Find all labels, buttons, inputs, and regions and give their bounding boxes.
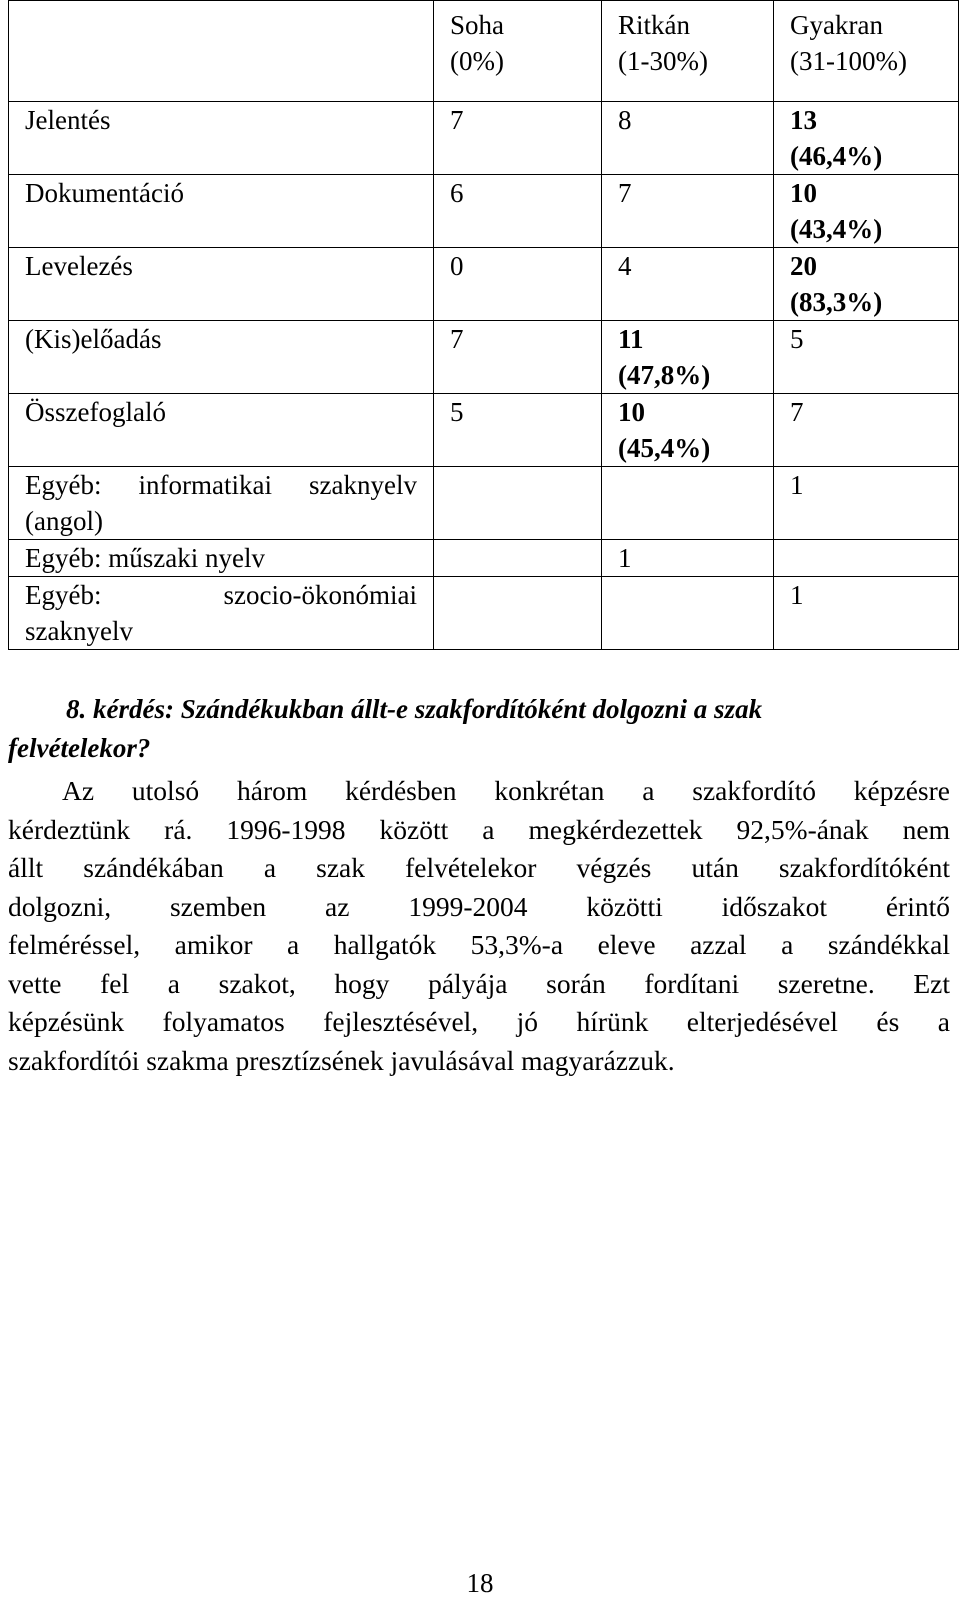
cell-ritkan: 4	[602, 248, 774, 321]
header-empty-cell	[9, 1, 434, 102]
cell-soha: 0	[434, 248, 602, 321]
cell-soha	[434, 540, 602, 577]
table-row	[9, 577, 959, 650]
header-gyakran	[774, 1, 959, 102]
table-row	[9, 540, 959, 577]
paragraph-line: vette fel a szakot, hogy pályája során fordítani szeretne. Ezt	[8, 967, 950, 999]
cell-ritkan-percent: (47,8%)	[618, 360, 711, 390]
question-line1: 8. kérdés: Szándékukban állt-e szakfordítóként dolgozni a szak	[66, 694, 763, 724]
table-row	[9, 467, 959, 540]
question-line2: felvételekor?	[8, 733, 151, 763]
frequency-table	[8, 0, 959, 650]
row-label-line1	[25, 577, 417, 613]
paragraph-line: állt szándékában a szak felvételekor végzés után szakfordítóként	[8, 852, 950, 883]
header-gyakran-range: (31-100%)	[790, 46, 907, 76]
body-paragraph	[8, 772, 950, 1080]
cell-ritkan	[602, 467, 774, 540]
header-gyakran-label: Gyakran	[790, 10, 883, 40]
cell-gyakran	[774, 248, 959, 321]
header-ritkan	[602, 1, 774, 102]
row-label: Levelezés	[9, 248, 434, 321]
paragraph-line: képzésünk folyamatos fejlesztésével, jó hírünk elterjedésével és a	[8, 1006, 950, 1037]
cell-soha: 7	[434, 321, 602, 394]
cell-ritkan: 8	[602, 102, 774, 175]
table-row	[9, 102, 959, 175]
cell-soha: 5	[434, 394, 602, 467]
header-soha-range: (0%)	[450, 46, 504, 76]
cell-gyakran-percent: (46,4%)	[790, 141, 883, 171]
paragraph-line: kérdeztünk rá. 1996-1998 között a megkérdezettek 92,5%-ának nem	[8, 813, 950, 845]
question-heading	[8, 690, 950, 768]
cell-gyakran: 1	[774, 467, 959, 540]
cell-gyakran: 7	[774, 394, 959, 467]
row-label: Egyéb: műszaki nyelv	[9, 540, 434, 577]
row-label: Dokumentáció	[9, 175, 434, 248]
table-row	[9, 394, 959, 467]
cell-ritkan	[602, 321, 774, 394]
cell-soha: 7	[434, 102, 602, 175]
table-header-row	[9, 1, 959, 102]
row-label-line2: (angol)	[25, 506, 103, 536]
header-soha	[434, 1, 602, 102]
cell-gyakran-value: 13	[790, 105, 817, 135]
cell-gyakran: 1	[774, 577, 959, 650]
page-number: 18	[466, 1568, 494, 1598]
cell-ritkan: 7	[602, 175, 774, 248]
table-row	[9, 321, 959, 394]
cell-ritkan	[602, 394, 774, 467]
row-label-part: szaknyelv	[309, 470, 417, 500]
cell-ritkan	[602, 577, 774, 650]
cell-gyakran	[774, 540, 959, 577]
cell-gyakran-value: 10	[790, 178, 817, 208]
cell-gyakran-percent: (83,3%)	[790, 287, 883, 317]
header-soha-label: Soha	[450, 10, 504, 40]
row-label-part: informatikai	[138, 470, 272, 500]
cell-gyakran	[774, 102, 959, 175]
row-label-part: szocio-ökonómiai	[223, 580, 417, 610]
paragraph-line: Az utolsó három kérdésben konkrétan a szakfordító képzésre	[62, 775, 950, 806]
cell-ritkan-percent: (45,4%)	[618, 433, 711, 463]
cell-soha	[434, 577, 602, 650]
cell-gyakran-value: 20	[790, 251, 817, 281]
table-row	[9, 248, 959, 321]
header-ritkan-range: (1-30%)	[618, 46, 708, 76]
cell-ritkan-value: 10	[618, 397, 645, 427]
paragraph-line: dolgozni, szemben az 1999-2004 közötti időszakot érintő	[8, 890, 950, 922]
row-label: (Kis)előadás	[9, 321, 434, 394]
row-label: Összefoglaló	[9, 394, 434, 467]
row-label	[9, 467, 434, 540]
row-label: Jelentés	[9, 102, 434, 175]
cell-gyakran-percent: (43,4%)	[790, 214, 883, 244]
header-ritkan-label: Ritkán	[618, 10, 690, 40]
row-label-part: Egyéb:	[25, 580, 102, 610]
table-row	[9, 175, 959, 248]
cell-gyakran: 5	[774, 321, 959, 394]
cell-ritkan-value: 11	[618, 324, 644, 354]
cell-soha: 6	[434, 175, 602, 248]
row-label-line1	[25, 467, 417, 503]
row-label-line2: szaknyelv	[25, 616, 133, 646]
paragraph-line: szakfordítói szakma presztízsének javulásával magyarázzuk.	[8, 1044, 675, 1076]
paragraph-line: felméréssel, amikor a hallgatók 53,3%-a eleve azzal a szándékkal	[8, 929, 950, 960]
cell-soha	[434, 467, 602, 540]
cell-ritkan: 1	[602, 540, 774, 577]
row-label-part: Egyéb:	[25, 470, 102, 500]
row-label	[9, 577, 434, 650]
cell-gyakran	[774, 175, 959, 248]
